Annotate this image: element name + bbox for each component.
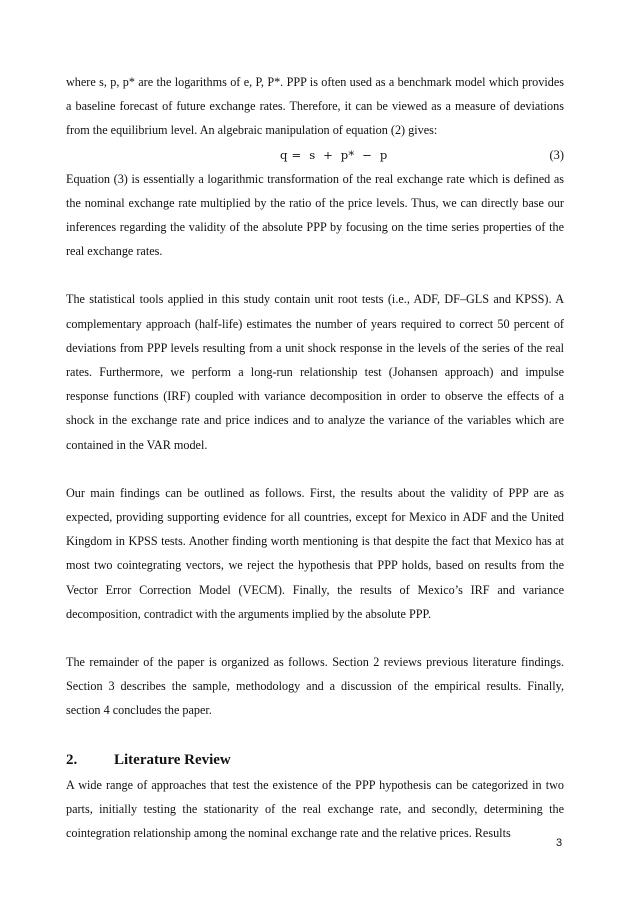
- equation-expression: q = s + p* − p: [280, 147, 388, 162]
- equation-3: [66, 143, 564, 167]
- page-number: 3: [556, 837, 563, 849]
- section-number: 2.: [66, 751, 78, 768]
- section-title: Literature Review: [114, 751, 231, 768]
- paragraph-equation-explanation: Equation (3) is essentially a logarithmic transformation of the real exchange rate which is defined as the nominal exchange rate multiplied by the ratio of the price levels. Thus, we can directly base our inferences regarding the validity of the absolute PPP by focusing on the time series properties of the real exchange rates.: [66, 171, 564, 259]
- paragraph-statistical-tools: The statistical tools applied in this study contain unit root tests (i.e., ADF, DF–GLS and KPSS). A complementary approach (half-life) estimates the number of years required to correct 50 percent of deviations from PPP levels resulting from a unit shock response in the levels of the series of the real rates. Furthermore, we perform a long-run relationship test (Johansen approach) and impulse response functions (IRF) coupled with variance decomposition in order to observe the effects of a shock in the exchange rate and price indices and to analyze the variance of the variables which are contained in the VAR model.: [66, 292, 564, 452]
- paragraph-paper-organization: The remainder of the paper is organized as follows. Section 2 reviews previous literature findings. Section 3 describes the sample, methodology and a discussion of the empirical results. Finally, section 4 concludes the paper.: [66, 655, 564, 718]
- equation-number: (3): [549, 147, 564, 162]
- paragraph-main-findings: Our main findings can be outlined as follows. First, the results about the validity of PPP are as expected, providing supporting evidence for all countries, except for Mexico in ADF and the United Kingdom in KPSS tests. Another finding worth mentioning is that despite the fact that Mexico has at most two cointegrating vectors, we reject the hypothesis that PPP holds, based on results from the Vector Error Correction Model (VECM). Finally, the results of Mexico’s IRF and variance decomposition, contradict with the arguments implied by the absolute PPP.: [66, 485, 564, 621]
- paragraph-intro: where s, p, p* are the logarithms of e, P, P*. PPP is often used as a benchmark model which provides a baseline forecast of future exchange rates. Therefore, it can be viewed as a measure of deviations from the equilibrium level. An algebraic manipulation of equation (2) gives:: [66, 75, 564, 138]
- section-heading: [66, 747, 564, 773]
- paper-body: [66, 70, 564, 845]
- paragraph-literature-review: A wide range of approaches that test the existence of the PPP hypothesis can be categorized in two parts, initially testing the stationarity of the real exchange rate, and secondly, determining the cointegration relationship among the nominal exchange rate and the relative prices. Results: [66, 777, 564, 841]
